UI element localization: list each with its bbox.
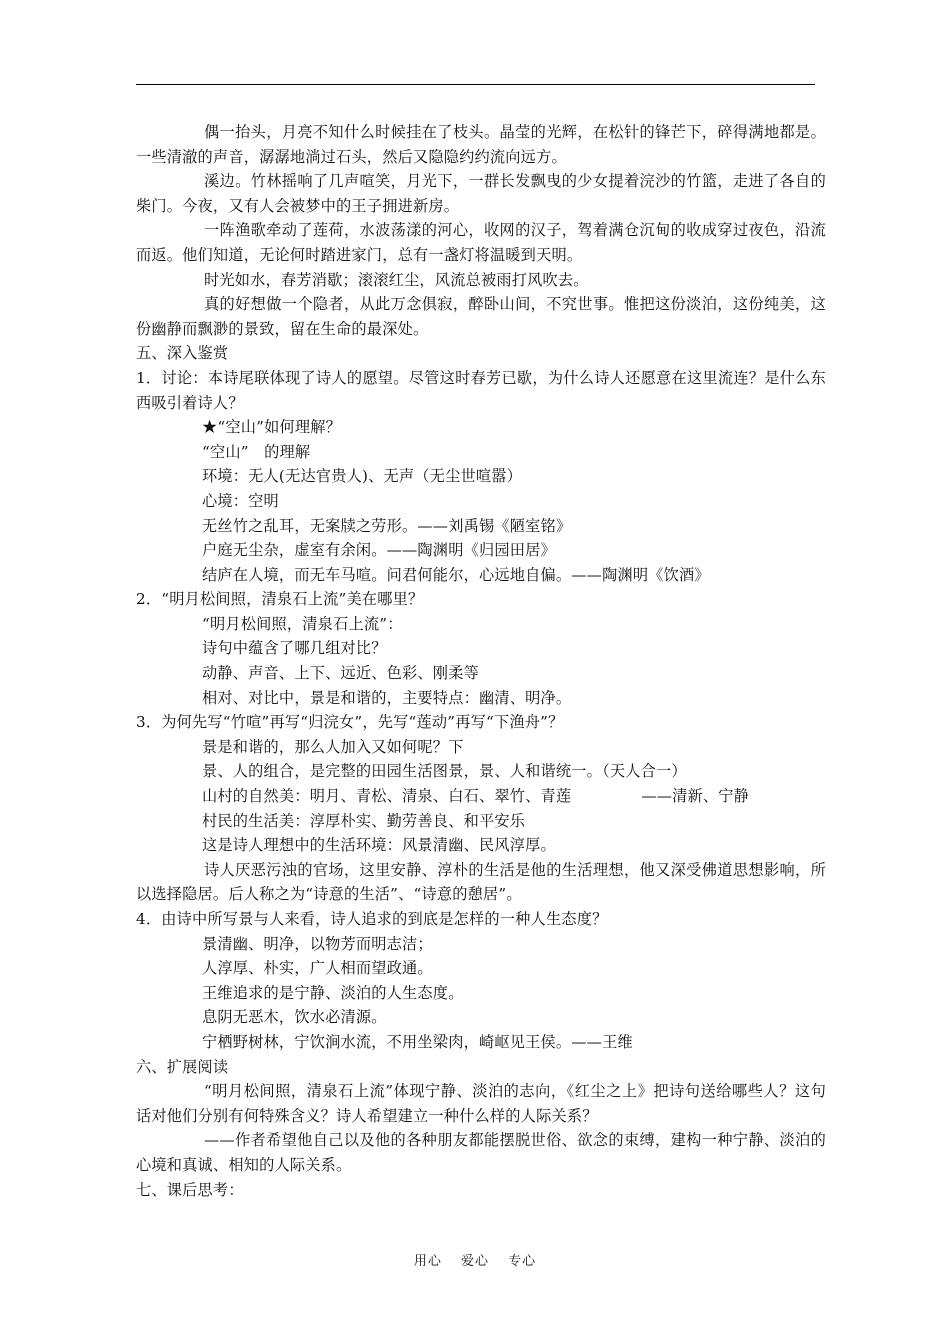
paragraph-text: 六、扩展阅读: [136, 1057, 229, 1076]
paragraph: [136, 1128, 826, 1177]
paragraph: [136, 415, 826, 440]
paragraph: [136, 1178, 826, 1203]
paragraph-text: 心境：空明: [202, 491, 279, 510]
paragraph-text: 村民的生活美：淳厚朴实、勤劳善良、和平安乐: [202, 811, 526, 830]
paragraph-text: 2．“明月松间照，清泉石上流”美在哪里？: [136, 590, 424, 609]
paragraph: [136, 120, 826, 169]
paragraph-text: 息阴无恶木，饮水必清源。: [202, 1008, 387, 1027]
paragraph: [136, 464, 826, 489]
paragraph-text: 偶一抬头，月亮不知什么时候挂在了枝头。晶莹的光辉，在松针的锋芒下，碎得满地都是。一些清澈的声音，潺潺地淌过石头，然后又隐隐约约流向远方。: [136, 123, 826, 166]
paragraph-text: “空山” 的理解: [202, 442, 311, 461]
paragraph: [136, 1055, 826, 1080]
paragraph: [136, 563, 826, 588]
paragraph-text: 动静、声音、上下、远近、色彩、刚柔等: [202, 664, 479, 683]
paragraph: [136, 661, 826, 686]
footer-text-2: 爱心: [460, 1254, 489, 1269]
paragraph-text: 户庭无尘杂，虚室有余闲。——陶渊明《归园田居》: [202, 541, 556, 560]
paragraph-text: 诗句中蕴含了哪几组对比？: [202, 639, 387, 658]
paragraph-text: 景是和谐的，那么人加入又如何呢？下: [202, 737, 464, 756]
paragraph: [136, 1030, 826, 1055]
document-body: [136, 120, 826, 1202]
paragraph: [136, 341, 826, 366]
paragraph-text: 景清幽、明净，以物芳而明志洁；: [202, 934, 433, 953]
paragraph: [136, 612, 826, 637]
paragraph: [136, 1005, 826, 1030]
paragraph: [136, 1079, 826, 1128]
paragraph: [136, 932, 826, 957]
paragraph: [136, 956, 826, 981]
paragraph-text: 1．讨论：本诗尾联体现了诗人的愿望。尽管这时春芳已歇，为什么诗人还愿意在这里流连？是什么东西吸引着诗人？: [136, 368, 826, 412]
paragraph-text: 真的好想做一个隐者，从此万念俱寂，醉卧山间，不究世事。惟把这份淡泊，这份纯美，这份幽静而飘渺的景致，留在生命的最深处。: [136, 295, 826, 338]
paragraph: [136, 268, 826, 293]
paragraph-text: 王维追求的是宁静、淡泊的人生态度。: [202, 983, 464, 1002]
footer-text-3: 专心: [508, 1254, 537, 1269]
paragraph-text: 五、深入鉴赏: [136, 344, 229, 363]
paragraph-text: 山村的自然美：明月、青松、清泉、白石、翠竹、青莲: [202, 787, 572, 806]
paragraph: [136, 907, 826, 932]
paragraph: [136, 366, 826, 415]
paragraph: [136, 218, 826, 267]
paragraph-text: 溪边。竹林摇响了几声喧笑，月光下，一群长发飘曳的少女提着浣沙的竹篮，走进了各自的柴门。今夜，又有人会被梦中的王子拥进新房。: [136, 172, 826, 215]
paragraph: [136, 686, 826, 711]
paragraph: [136, 833, 826, 858]
paragraph-text: 4．由诗中所写景与人来看，诗人追求的到底是怎样的一种人生态度？: [136, 910, 608, 928]
paragraph-text: 3．为何先写“竹喧”再写“归浣女”，先写“莲动”再写“下渔舟”？: [136, 713, 564, 732]
paragraph: [136, 587, 826, 612]
paragraph-text: ★“空山”如何理解？: [202, 418, 342, 437]
paragraph: [136, 858, 826, 907]
paragraph-text: 这是诗人理想中的生活环境：风景清幽、民风淳厚。: [202, 836, 556, 855]
paragraph-text: 相对、对比中，景是和谐的，主要特点：幽清、明净。: [202, 688, 572, 707]
paragraph-text: 时光如水，春芳消歇；滚滚红尘，风流总被雨打风吹去。: [204, 270, 589, 289]
footer-text-1: 用心: [413, 1254, 442, 1269]
paragraph: [136, 636, 826, 661]
paragraph-text: 宁栖野树林，宁饮涧水流，不用坐梁肉，崎岖见王侯。——王维: [202, 1032, 633, 1051]
paragraph: [136, 759, 826, 784]
paragraph: [136, 514, 826, 539]
paragraph: [136, 710, 826, 735]
paragraph-text: 结庐在人境，而无车马喧。问君何能尔，心远地自偏。——陶渊明《饮酒》: [202, 565, 710, 584]
paragraph: [136, 292, 826, 341]
paragraph-tail-text: ——清新、宁静: [641, 787, 750, 806]
paragraph-text: “明月松间照，清泉石上流”：: [202, 614, 403, 633]
paragraph-text: ——作者希望他自己以及他的各种朋友都能摆脱世俗、欲念的束缚，建构一种宁静、淡泊的心境和真诚、相知的人际关系。: [136, 1131, 826, 1174]
paragraph: [136, 981, 826, 1006]
paragraph: [136, 735, 826, 760]
paragraph-text: 一阵渔歌牵动了莲荷，水波荡漾的河心，收网的汉子，驾着满仓沉甸的收成穿过夜色，沿流而返。他们知道，无论何时踏进家门，总有一盏灯将温暖到天明。: [136, 221, 826, 264]
paragraph-text: 七、课后思考：: [136, 1180, 244, 1199]
paragraph: [136, 440, 826, 465]
paragraph-text: 无丝竹之乱耳，无案牍之劳形。——刘禹锡《陋室铭》: [202, 516, 572, 535]
header-rule: [136, 84, 815, 85]
paragraph-text: 诗人厌恶污浊的官场，这里安静、淳朴的生活是他的生活理想，他又深受佛道思想影响，所以选择隐居。后人称之为“诗意的生活”、“诗意的憩居”。: [136, 860, 826, 904]
page-footer: [0, 1250, 950, 1269]
paragraph: [136, 538, 826, 563]
paragraph-text: 景、人的组合，是完整的田园生活图景，景、人和谐统一。（天人合一）: [202, 762, 687, 781]
paragraph: [136, 489, 826, 514]
paragraph-text: “明月松间照，清泉石上流”体现宁静、淡泊的志向，《红尘之上》把诗句送给哪些人？这句话对他们分别有何特殊含义？诗人希望建立一种什么样的人际关系？: [136, 1082, 826, 1125]
paragraph: [136, 784, 826, 809]
paragraph: [136, 809, 826, 834]
paragraph: [136, 169, 826, 218]
paragraph-text: 环境：无人(无达官贵人)、无声（无尘世喧嚣）: [202, 467, 523, 486]
paragraph-text: 人淳厚、朴实，广人相而望政通。: [202, 959, 433, 978]
